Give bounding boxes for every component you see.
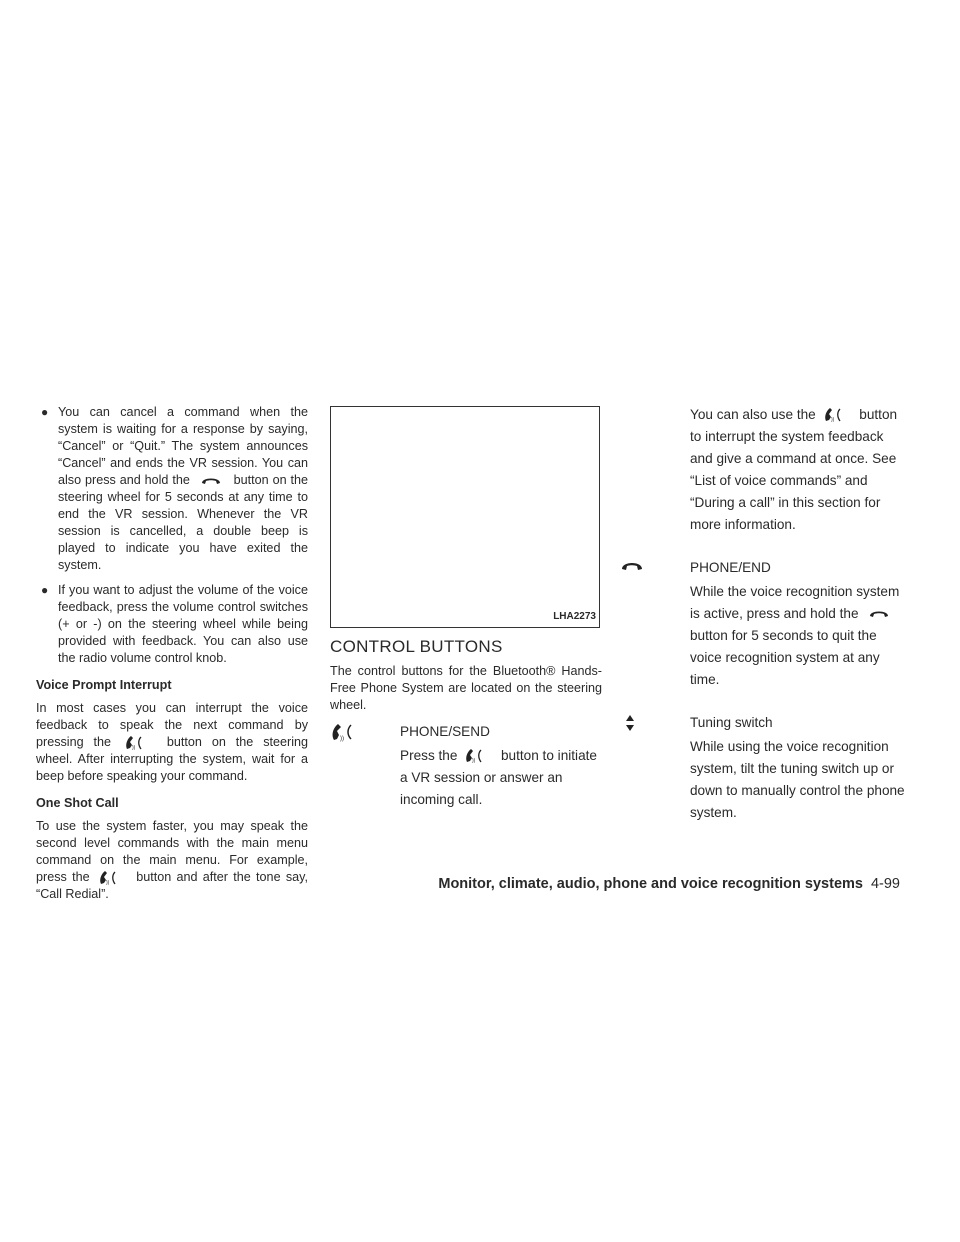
svg-text:)): )) xyxy=(472,758,476,765)
also-use-paragraph xyxy=(690,404,905,536)
bullet-adjust-volume xyxy=(36,582,308,667)
phone-end-icon xyxy=(620,558,644,579)
bullet-cancel-text-pre: You can cancel a command when the system is waiting for a response by saying, “Cancel” or “Quit.” The system announces “Cancel” and ends the VR session. You can also press and hold the xyxy=(58,405,308,487)
control-phone-send xyxy=(330,722,602,811)
page-number: 4-99 xyxy=(870,876,900,892)
one-shot-text-post: button and after the tone say, “Call Redial”. xyxy=(36,870,309,901)
phone-send-description xyxy=(400,745,602,811)
svg-text:)): )) xyxy=(340,736,344,742)
right-column xyxy=(620,404,905,846)
control-tuning-switch xyxy=(620,713,905,824)
voice-prompt-heading: Voice Prompt Interrupt xyxy=(36,678,172,692)
middle-column xyxy=(330,404,602,821)
control-buttons-intro: The control buttons for the Bluetooth® Hands-Free Phone System are located on the steering wheel. xyxy=(330,664,602,712)
one-shot-paragraph xyxy=(36,818,308,903)
page-footer xyxy=(430,876,900,892)
bullet-volume-text: If you want to adjust the volume of the voice feedback, press the volume control switches (+ or -) on the steering wheel while being provided with feedback. You can also use the radio volume control knob. xyxy=(58,583,308,665)
phone-end-text-post: button for 5 seconds to quit the voice recognition system at any time. xyxy=(690,628,880,687)
bullet-icon: ● xyxy=(41,583,49,597)
phone-end-icon xyxy=(862,606,898,622)
footer-section-title: Monitor, climate, audio, phone and voice recognition systems xyxy=(438,876,863,892)
phone-send-icon xyxy=(121,735,157,751)
phone-send-text-post: button to initiate a VR session or answer an incoming call. xyxy=(400,748,597,807)
control-phone-end xyxy=(620,558,905,691)
tuning-switch-description: While using the voice recognition system, tilt the tuning switch up or down to manually control the phone system. xyxy=(690,739,905,820)
phone-end-label: PHONE/END xyxy=(690,560,771,575)
one-shot-text-pre: To use the system faster, you may speak the second level commands with the main menu command on the main menu. For example, press the xyxy=(36,819,308,884)
section-heading: CONTROL BUTTONS xyxy=(330,637,503,656)
phone-send-icon xyxy=(461,748,497,764)
also-use-text-post: button to interrupt the system feedback and give a command at once. See “List of voice commands” and “During a call” in this section for more information. xyxy=(690,407,898,532)
left-column xyxy=(36,404,308,911)
phone-send-label: PHONE/SEND xyxy=(400,724,490,739)
svg-text:)): )) xyxy=(105,879,110,886)
phone-end-description xyxy=(690,581,905,691)
svg-text:)): )) xyxy=(131,744,136,751)
bullet-cancel-command xyxy=(36,404,308,574)
voice-prompt-paragraph xyxy=(36,700,308,785)
also-use-text-pre: You can also use the xyxy=(690,407,816,422)
phone-send-icon xyxy=(95,870,131,886)
tuning-switch-icon xyxy=(620,713,640,738)
bullet-cancel-text-post: button on the steering wheel for 5 seconds at any time to end the VR session. Whenever the VR session is cancelled, a double beep is played to indicate you have exited the system. xyxy=(58,473,308,572)
phone-send-icon xyxy=(330,722,358,747)
tuning-switch-label: Tuning switch xyxy=(690,715,773,730)
steering-wheel-figure xyxy=(330,406,600,628)
voice-prompt-text-pre: In most cases you can interrupt the voice feedback to speak the next command by pressing the xyxy=(36,701,308,749)
voice-prompt-text-post: button on the steering wheel. After interrupting the system, wait for a beep before speaking your command. xyxy=(36,735,309,783)
phone-send-text-pre: Press the xyxy=(400,748,458,763)
phone-send-icon xyxy=(820,407,856,423)
figure-id: LHA2273 xyxy=(553,611,596,622)
phone-end-icon xyxy=(194,473,230,489)
svg-text:)): )) xyxy=(830,417,834,424)
bullet-icon: ● xyxy=(41,405,49,419)
one-shot-heading: One Shot Call xyxy=(36,796,119,810)
phone-end-text-pre: While the voice recognition system is active, press and hold the xyxy=(690,584,900,621)
